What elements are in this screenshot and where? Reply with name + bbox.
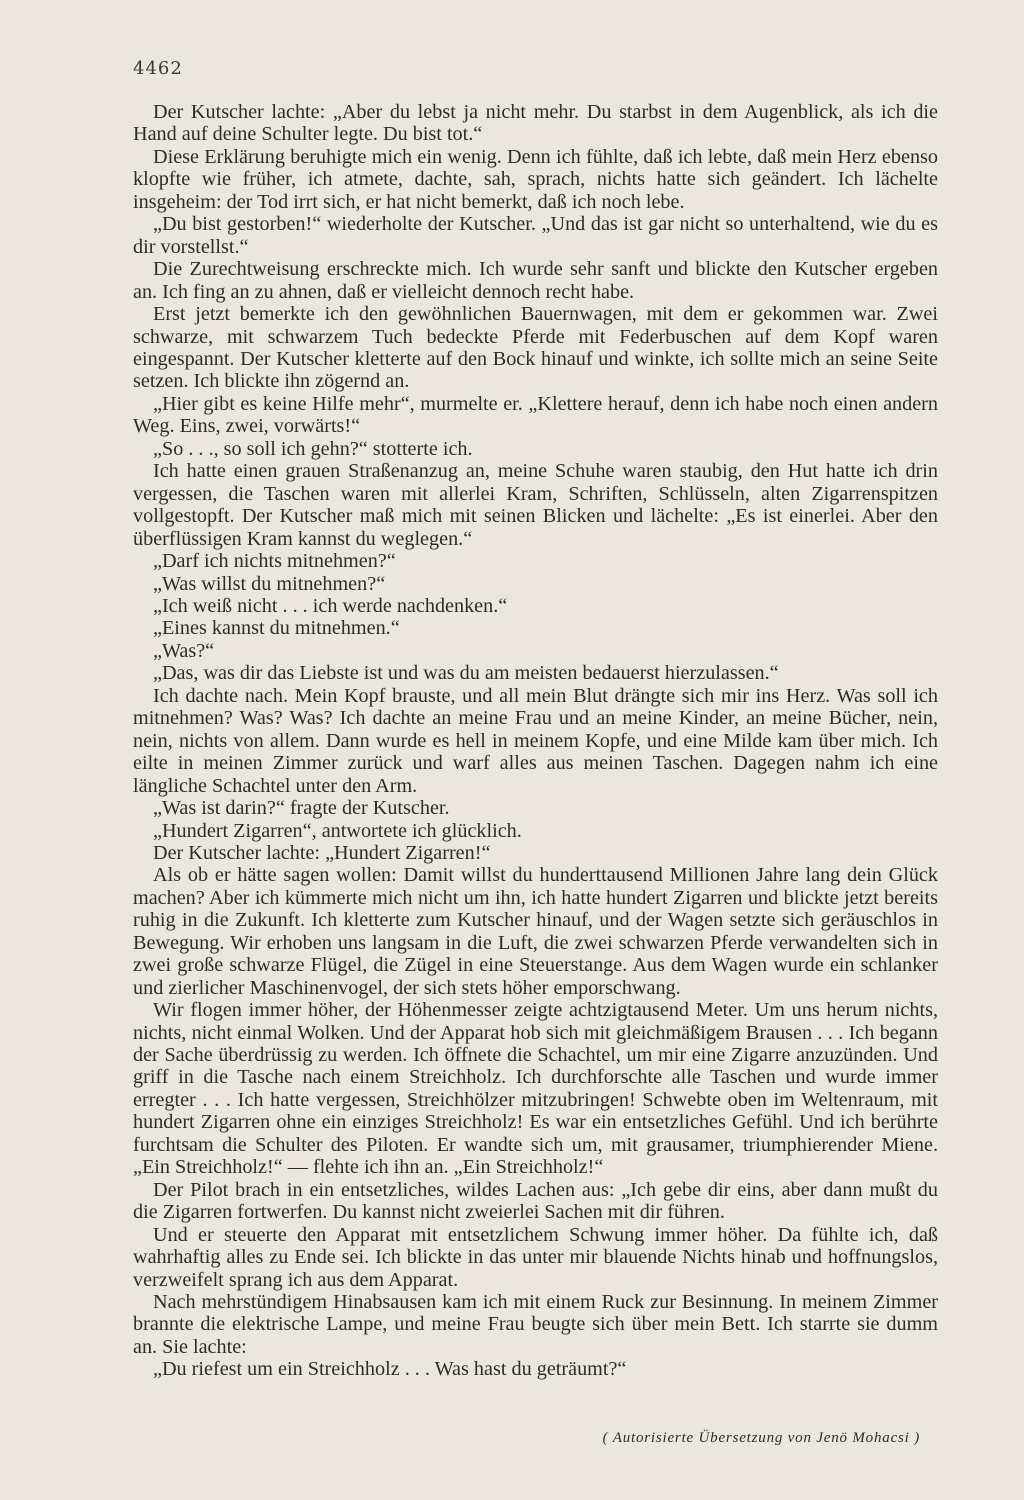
paragraph: Nach mehrstündigem Hinabsausen kam ich mit einem Ruck zur Besinnung. In meinem Zimmer brannte die elektrische Lampe, und meine Frau beugte sich über mein Bett. Ich starrte sie dumm an. Sie lachte: xyxy=(133,1291,938,1358)
paragraph: Der Kutscher lachte: „Hundert Zigarren!“ xyxy=(153,841,491,864)
paragraph: „Ich weiß nicht . . . ich werde nachdenken.“ xyxy=(153,594,508,617)
paragraph: „Hundert Zigarren“, antwortete ich glücklich. xyxy=(153,819,522,842)
article-body xyxy=(133,101,938,1381)
paragraph: Die Zurechtweisung erschreckte mich. Ich wurde sehr sanft und blickte den Kutscher ergeben an. Ich fing an zu ahnen, daß er vielleicht dennoch recht habe. xyxy=(133,258,938,303)
paragraph: Ich dachte nach. Mein Kopf brauste, und all mein Blut drängte sich mir ins Herz. Was soll ich mitnehmen? Was? Was? Ich dachte an meine Frau und an meine Kinder, an meine Bücher, nein, nein, nichts von allem. Dann wurde es hell in meinem Kopfe, und eine Milde kam über mich. Ich eilte in meinen Zimmer zurück und warf alles aus meinen Taschen. Dagegen nahm ich eine längliche Schachtel unter den Arm. xyxy=(133,684,938,797)
paragraph: „Was?“ xyxy=(153,639,215,662)
paragraph: „So . . ., so soll ich gehn?“ stotterte ich. xyxy=(153,437,473,460)
page-number: 4462 xyxy=(133,58,183,79)
paragraph: „Was willst du mitnehmen?“ xyxy=(153,572,386,595)
paragraph: Diese Erklärung beruhigte mich ein wenig. Denn ich fühlte, daß ich lebte, daß mein Herz ebenso klopfte wie früher, ich atmete, dachte, sah, sprach, nichts hatte sich geändert. Ich lächelte insgeheim: der Tod irrt sich, er hat nicht bemerkt, daß ich noch lebe. xyxy=(133,145,938,213)
translation-credit: ( Autorisierte Übersetzung von Jenö Mohacsi ) xyxy=(602,1430,920,1446)
paragraph: Und er steuerte den Apparat mit entsetzlichem Schwung immer höher. Da fühlte ich, daß wahrhaftig alles zu Ende sei. Ich blickte in das unter mir blauende Nichts hinab und hoffnungslos, verzweifelt sprang ich aus dem Apparat. xyxy=(133,1223,938,1291)
paragraph: „Das, was dir das Liebste ist und was du am meisten bedauerst hierzulassen.“ xyxy=(153,662,779,685)
paragraph: „Was ist darin?“ fragte der Kutscher. xyxy=(153,797,450,820)
paragraph: „Du riefest um ein Streichholz . . . Was hast du geträumt?“ xyxy=(153,1358,627,1381)
paragraph: „Du bist gestorben!“ wiederholte der Kutscher. „Und das ist gar nicht so unterhaltend, wie du es dir vorstellst.“ xyxy=(133,213,938,258)
paragraph: „Darf ich nichts mitnehmen?“ xyxy=(153,550,396,573)
paragraph: Der Kutscher lachte: „Aber du lebst ja nicht mehr. Du starbst in dem Augenblick, als ich die Hand auf deine Schulter legte. Du bist tot.“ xyxy=(133,101,938,146)
paragraph: „Hier gibt es keine Hilfe mehr“, murmelte er. „Klettere herauf, denn ich habe noch einen andern Weg. Eins, zwei, vorwärts!“ xyxy=(133,392,938,438)
paragraph: Ich hatte einen grauen Straßenanzug an, meine Schuhe waren staubig, den Hut hatte ich drin vergessen, die Taschen waren mit allerlei Kram, Schriften, Schlüsseln, alten Zigarrenspitzen vollgestopft. Der Kutscher maß mich mit seinen Blicken und lächelte: „Es ist einerlei. Aber den überflüssigen Kram kannst du weglegen.“ xyxy=(133,460,938,550)
paragraph: Der Pilot brach in ein entsetzliches, wildes Lachen aus: „Ich gebe dir eins, aber dann mußt du die Zigarren fortwerfen. Du kannst nicht zweierlei Sachen mit dir führen. xyxy=(133,1178,938,1224)
paragraph: Als ob er hätte sagen wollen: Damit willst du hunderttausend Millionen Jahre lang dein Glück machen? Aber ich kümmerte mich nicht um ihn, ich hatte hundert Zigarren und blickte jetzt bereits ruhig in die Zukunft. Ich kletterte zum Kutscher hinauf, und der Wagen setzte sich geräuschlos in Bewegung. Wir erhoben uns langsam in die Luft, die zwei schwarzen Pferde verwandelten sich in zwei große schwarze Flügel, die Zügel in eine Steuerstange. Aus dem Wagen wurde ein schlanker und zierlicher Maschinenvogel, der sich stets höher emporschwang. xyxy=(133,864,938,999)
paragraph: Wir flogen immer höher, der Höhenmesser zeigte achtzigtausend Meter. Um uns herum nichts, nichts, nicht einmal Wolken. Und der Apparat hob sich mit gleichmäßigem Brausen . . . Ich begann der Sache überdrüssig zu werden. Ich öffnete die Schachtel, um mir eine Zigarre anzuzünden. Und griff in die Tasche nach einem Streichholz. Ich durchforschte alle Taschen und wurde immer erregter . . . Ich hatte vergessen, Streichhölzer mitzubringen! Schwebte oben im Weltenraum, mit hundert Zigarren ohne ein einziges Streichholz! Es war ein entsetzliches Gefühl. Und ich berührte furchtsam die Schulter des Piloten. Er wandte sich um, mit grausamer, triumphierender Miene. „Ein Streichholz!“ — flehte ich ihn an. „Ein Streichholz!“ xyxy=(133,999,938,1179)
paragraph: „Eines kannst du mitnehmen.“ xyxy=(153,617,400,640)
paragraph: Erst jetzt bemerkte ich den gewöhnlichen Bauernwagen, mit dem er gekommen war. Zwei schwarze, mit schwarzem Tuch bedeckte Pferde mit Federbuschen auf dem Kopf waren eingespannt. Der Kutscher kletterte auf den Bock hinauf und winkte, ich sollte mich an seine Seite setzen. Ich blickte ihn zögernd an. xyxy=(133,303,938,393)
